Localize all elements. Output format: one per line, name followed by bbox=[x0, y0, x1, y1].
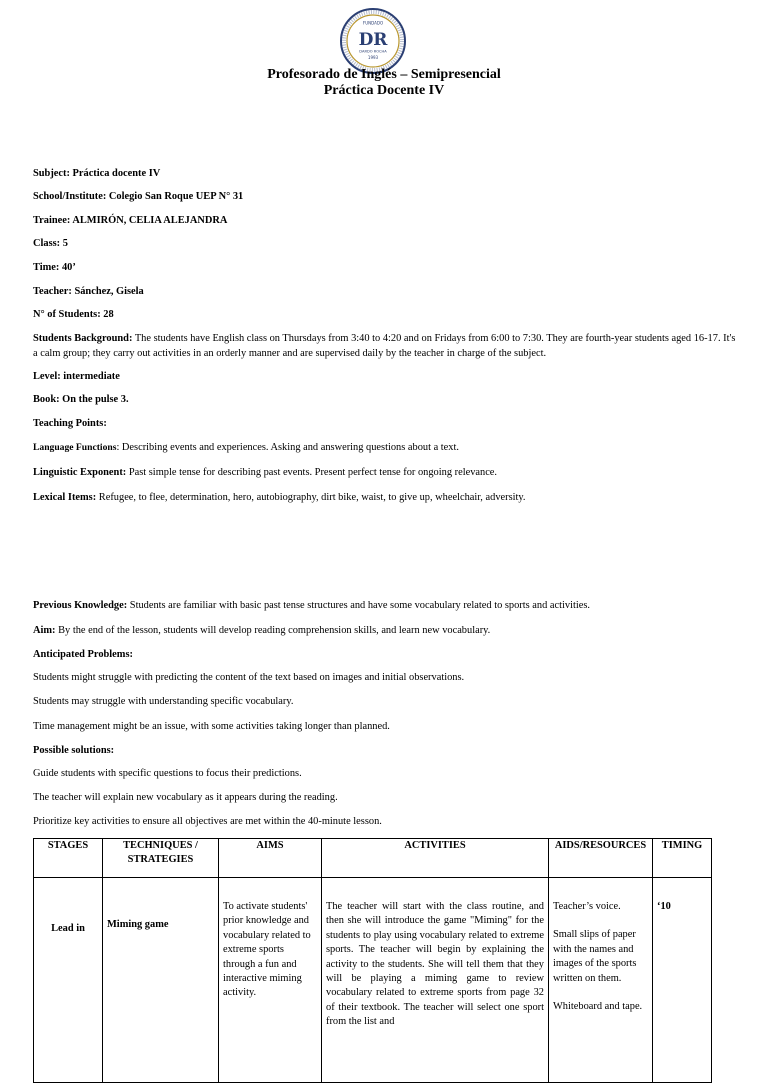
previous-knowledge bbox=[33, 598, 739, 613]
previous-knowledge-text: Students are familiar with basic past tense structures and have some vocabulary related to sports and activities. bbox=[127, 600, 591, 611]
timing-cell: ‘10 bbox=[653, 878, 712, 1083]
column-header-activities: ACTIVITIES bbox=[322, 839, 549, 878]
table-row bbox=[34, 878, 712, 1083]
resources-cell bbox=[549, 878, 653, 1083]
column-header-stages: STAGES bbox=[34, 839, 103, 878]
possible-solution-item: Prioritize key activities to ensure all objectives are met within the 40-minute lesson. bbox=[33, 816, 382, 827]
lesson-plan-table bbox=[33, 838, 712, 1083]
document-title: Profesorado de Inglés – Semipresencial bbox=[267, 67, 501, 82]
book-line: Book: On the pulse 3. bbox=[33, 394, 129, 405]
trainee-line: Trainee: ALMIRÓN, CELIA ALEJANDRA bbox=[33, 215, 228, 226]
column-header-techniques: TECHNIQUES / STRATEGIES bbox=[103, 839, 219, 878]
language-functions bbox=[33, 440, 739, 455]
possible-solutions-heading: Possible solutions: bbox=[33, 745, 115, 756]
stage-cell: Lead in bbox=[34, 878, 103, 1083]
lexical-items bbox=[33, 490, 739, 505]
anticipated-problems-heading: Anticipated Problems: bbox=[33, 649, 133, 660]
possible-solution-item: The teacher will explain new vocabulary as it appears during the reading. bbox=[33, 792, 338, 803]
column-header-aims: AIMS bbox=[219, 839, 322, 878]
resource-item: Whiteboard and tape. bbox=[553, 1001, 643, 1013]
students-background-text: The students have English class on Thursdays from 3:40 to 4:20 and on Fridays from 6:00 to 7:30. They are fourth-year students aged 16-17. It's a calm group; they carry out activities in an orderly manner and are supervised daily by the teacher in charge of the subject. bbox=[33, 333, 736, 359]
resource-item: Small slips of paper with the names and images of the sports written on them. bbox=[553, 929, 637, 984]
lexical-items-text: Refugee, to flee, determination, hero, autobiography, dirt bike, waist, to give up, wheelchair, adversity. bbox=[96, 492, 526, 503]
svg-text:DR: DR bbox=[358, 30, 388, 50]
lesson-aim-text: By the end of the lesson, students will develop reading comprehension skills, and learn new vocabulary. bbox=[55, 625, 491, 636]
school-line: School/Institute: Colegio San Roque UEP N° 31 bbox=[33, 191, 244, 202]
students-count-line: N° of Students: 28 bbox=[33, 309, 114, 320]
technique-cell: Miming game bbox=[103, 878, 219, 1083]
anticipated-problem-item: Students might struggle with predicting the content of the text based on images and initial observations. bbox=[33, 672, 465, 683]
lexical-items-label: Lexical Items: bbox=[33, 492, 97, 503]
column-header-resources: AIDS/RESOURCES bbox=[549, 839, 653, 878]
resource-item: Teacher’s voice. bbox=[553, 901, 621, 912]
level-line: Level: intermediate bbox=[33, 371, 120, 382]
svg-text:1993: 1993 bbox=[367, 55, 379, 60]
institute-seal-logo bbox=[340, 8, 406, 74]
teacher-line: Teacher: Sánchez, Gisela bbox=[33, 286, 144, 297]
table-header-row bbox=[34, 839, 712, 878]
class-line: Class: 5 bbox=[33, 238, 68, 249]
anticipated-problem-item: Students may struggle with understanding specific vocabulary. bbox=[33, 696, 294, 707]
aims-cell: To activate students' prior knowledge and vocabulary related to extreme sports through a fun and interactive miming activity. bbox=[219, 878, 322, 1083]
subject-line: Subject: Práctica docente IV bbox=[33, 168, 161, 179]
document-subtitle: Práctica Docente IV bbox=[323, 83, 445, 98]
lesson-aim-label: Aim: bbox=[33, 625, 56, 636]
students-background-label: Students Background: bbox=[33, 333, 133, 344]
language-functions-label: Language Functions bbox=[33, 442, 117, 453]
activities-cell: The teacher will start with the class routine, and then she will introduce the game "Miming" for the students to play using vocabulary related to extreme sports. The teacher will begin by explaining the activity to the students. She will tell them that they will be playing a miming game to review vocabulary related to extreme sports from page 32 of their textbook. The teacher will select one sport from the list and bbox=[322, 878, 549, 1083]
lesson-aim bbox=[33, 623, 739, 638]
linguistic-exponent bbox=[33, 465, 739, 480]
linguistic-exponent-text: Past simple tense for describing past events. Present perfect tense for ongoing relevance. bbox=[126, 467, 498, 478]
teaching-points-heading: Teaching Points: bbox=[33, 418, 107, 429]
svg-text:DARDO ROCHA: DARDO ROCHA bbox=[359, 49, 387, 54]
previous-knowledge-label: Previous Knowledge: bbox=[33, 600, 128, 611]
time-line: Time: 40’ bbox=[33, 262, 76, 273]
students-background bbox=[33, 331, 739, 361]
possible-solution-item: Guide students with specific questions to focus their predictions. bbox=[33, 768, 302, 779]
anticipated-problem-item: Time management might be an issue, with some activities taking longer than planned. bbox=[33, 721, 390, 732]
linguistic-exponent-label: Linguistic Exponent: bbox=[33, 467, 127, 478]
svg-text:FUNDADO: FUNDADO bbox=[362, 20, 384, 26]
language-functions-text: : Describing events and experiences. Asking and answering questions about a text. bbox=[116, 442, 459, 453]
column-header-timing: TIMING bbox=[653, 839, 712, 878]
